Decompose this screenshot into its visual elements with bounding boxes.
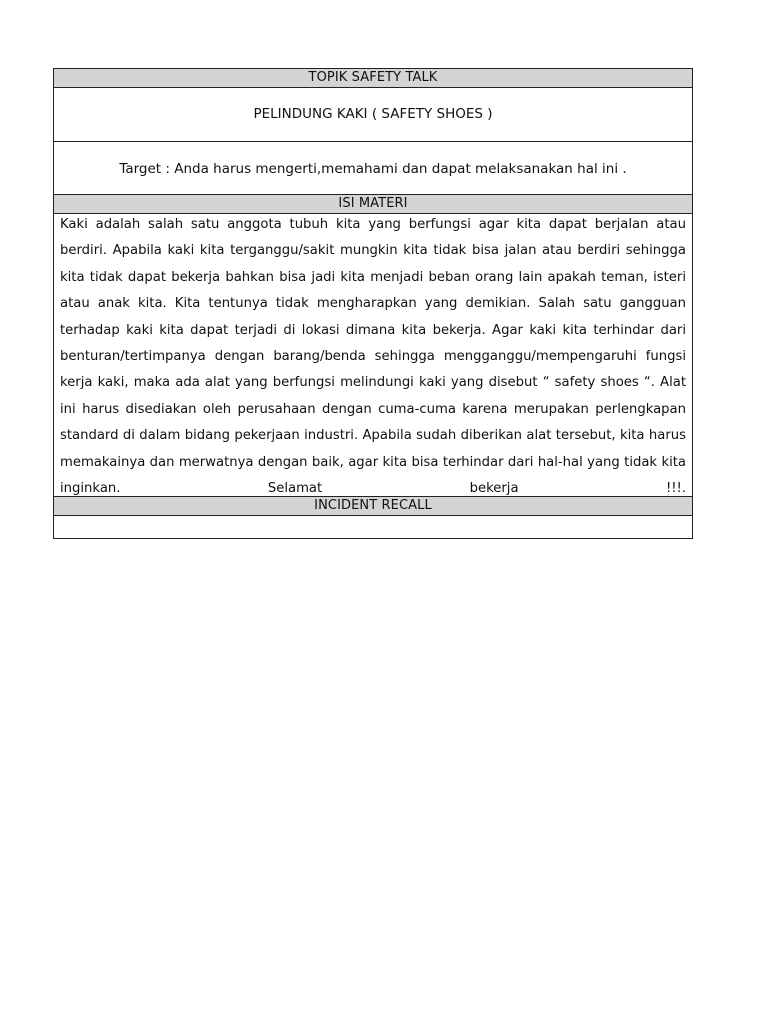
isi-materi-body-cell bbox=[54, 214, 692, 497]
isi-materi-header: ISI MATERI bbox=[54, 195, 692, 214]
incident-recall-header: INCIDENT RECALL bbox=[54, 497, 692, 516]
incident-recall-body bbox=[54, 516, 692, 538]
target-statement: Target : Anda harus mengerti,memahami dan dapat melaksanakan hal ini . bbox=[54, 142, 692, 195]
topic-header: TOPIK SAFETY TALK bbox=[54, 69, 692, 88]
topic-subtitle: PELINDUNG KAKI ( SAFETY SHOES ) bbox=[54, 88, 692, 142]
isi-materi-body: Kaki adalah salah satu anggota tubuh kita yang berfungsi agar kita dapat berjalan atau berdiri. Apabila kaki kita terganggu/sakit mungkin kita tidak bisa jalan atau berdiri sehingga kita tidak dapat bekerja bahkan bisa jadi kita menjadi beban orang lain apakah teman, isteri atau anak kita. Kita tentunya tidak mengharapkan yang demikian. Salah satu gangguan terhadap kaki kita dapat terjadi di lokasi dimana kita bekerja. Agar kaki kita terhindar dari benturan/tertimpanya dengan barang/benda sehingga mengganggu/mempengaruhi fungsi kerja kaki, maka ada alat yang berfungsi melindungi kaki yang disebut “ safety shoes “. Alat ini harus disediakan oleh perusahaan dengan cuma-cuma karena merupakan perlengkapan standard di dalam bidang pekerjaan industri. Apabila sudah diberikan alat tersebut, kita harus memakainya dan merwatnya dengan baik, agar kita bisa terhindar dari hal-hal yang tidak kita inginkan. Selamat bekerja !!!. bbox=[60, 217, 686, 497]
safety-talk-table bbox=[53, 68, 693, 539]
